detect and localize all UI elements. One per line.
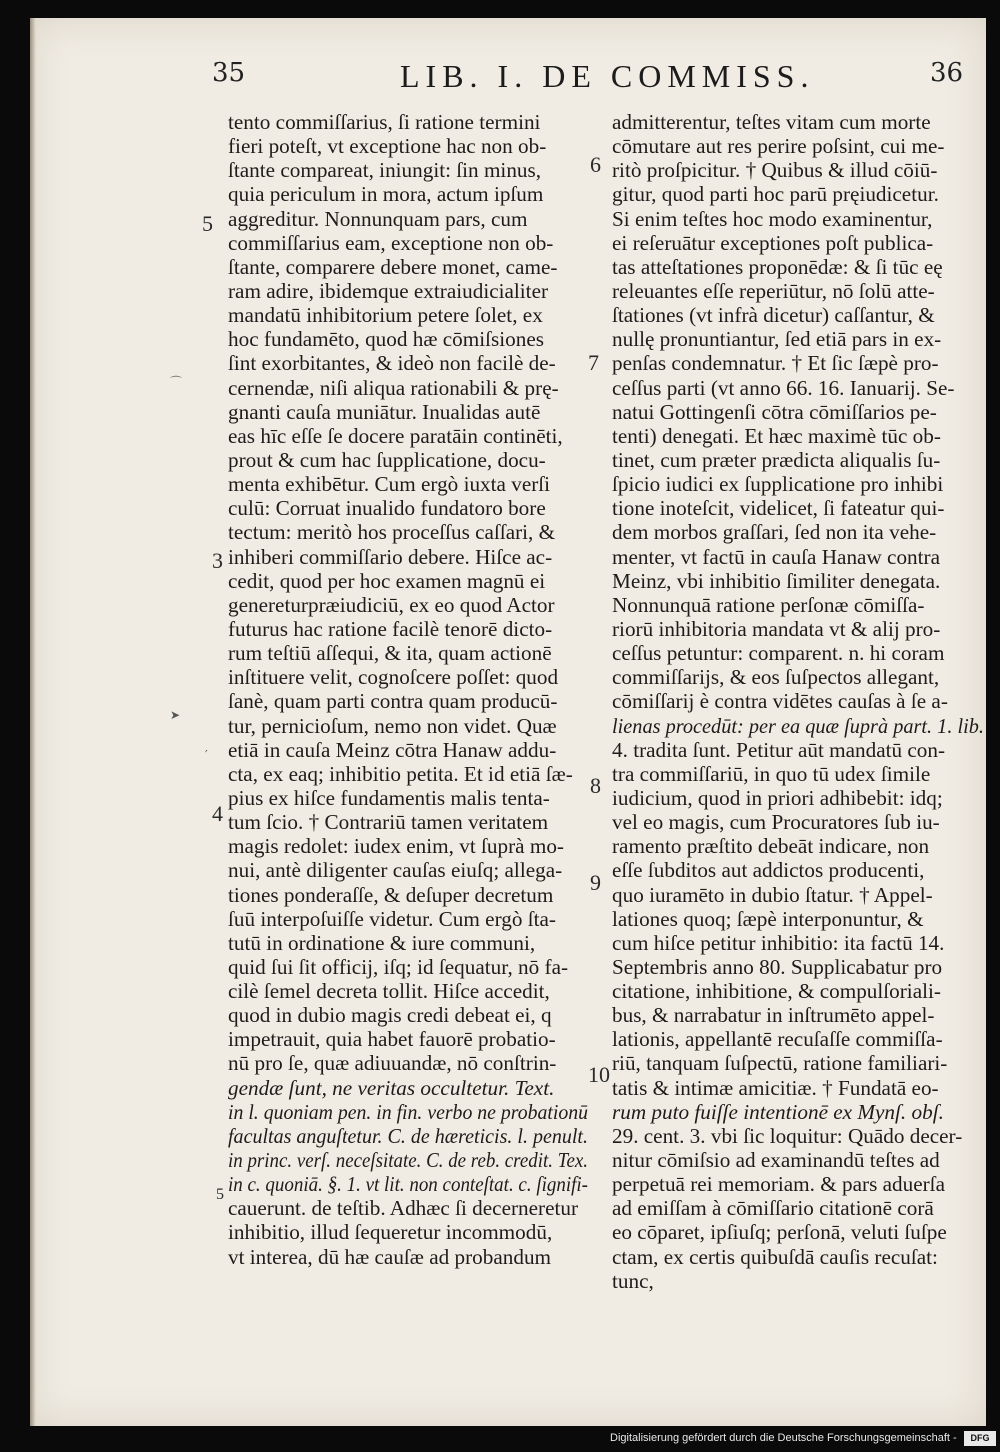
text-line: hoc fundamēto, quod hæ cōmiſsiones [228, 327, 545, 352]
text-line: prout & cum hac ſupplicatione, docu- [228, 447, 546, 472]
digitization-footer [0, 1428, 1000, 1452]
text-line: tione inoteſcit, videlicet, ſi fateatur qui- [612, 496, 945, 521]
text-line: tento commiſſarius, ſi ratione termini [228, 110, 541, 134]
page-number-right: 36 [930, 58, 964, 88]
text-line: cta, ex eaq; inhibitio petita. Et id etiā ſæ- [228, 761, 573, 786]
text-line: riorū inhibitoria mandata vt & alij pro- [612, 616, 941, 641]
text-line: perpetuā rei memoriam. & pars aduerſa [612, 1172, 945, 1197]
page-number-left: 35 [212, 58, 246, 88]
text-line: gitur, quod parti hoc parū pręiudicetur. [612, 182, 939, 207]
text-line: inſtituere velit, cognoſcere poſſet: quod [228, 665, 559, 690]
text-line: menta exhibētur. Cum ergò iuxta verſi [228, 472, 551, 497]
text-line: cedit, quod per hoc examen magnū ei [228, 568, 546, 593]
page-gutter-shadow [30, 18, 36, 1426]
margin-number: 6 [590, 152, 601, 177]
text-line: gnanti cauſa muniātur. Inualidas autē [228, 399, 541, 424]
text-line: aggreditur. Nonnunquam pars, cum [228, 206, 528, 231]
text-line: 29. cent. 3. vbi ſic loquitur: Quādo decer- [612, 1123, 963, 1148]
margin-number: 9 [590, 870, 601, 895]
text-line: nui, antè diligenter cauſas eiuſq; allega- [228, 858, 563, 883]
text-line: menter, vt factū in cauſa Hanaw contra [612, 544, 940, 569]
text-line: tas atteſtationes proponēdæ: & ſi tūc eę [612, 254, 943, 279]
text-line: tutū in ordinatione & iure communi, [228, 930, 536, 955]
text-line: eas hīc eſſe ſe docere paratāin continēti, [228, 423, 563, 448]
text-line: eſſe ſubditos aut addictos producenti, [612, 858, 925, 883]
dfg-logo: DFG [964, 1431, 996, 1446]
text-line: iudicium, quod in priori adhibebit: idq; [612, 785, 943, 810]
text-line: commiſſarijs, & eos ſuſpectos allegant, [612, 665, 940, 690]
text-line: lationis, appellantē recuſaſſe commiſſa- [612, 1027, 943, 1052]
text-line: tiones ponderaſſe, & deſuper decretum [228, 882, 554, 907]
text-line: lienas procedūt: per ea quæ ſuprà part. 1. lib. [612, 713, 984, 738]
text-line: admitterentur, teſtes vitam cum morte [612, 110, 931, 134]
text-line: Septembris anno 80. Supplicabatur pro [612, 954, 943, 979]
text-line: facultas anguſtetur. C. de hæreticis. l. penult. [228, 1123, 588, 1148]
text-line: ceſſus petuntur: comparent. n. hi coram [612, 641, 945, 666]
text-line: ſtante compareat, iniungit: ſin minus, [228, 158, 542, 183]
text-line: quid ſui ſit officij, iſq; id ſequatur, nō fa- [228, 954, 569, 979]
text-line: magis redolet: iudex enim, vt ſuprà mo- [228, 834, 564, 859]
ink-speck: ➤ [170, 708, 181, 722]
text-line: releuantes eſſe reperiūtur, nō ſolū atte- [612, 278, 935, 303]
text-line: tectum: meritò hos proceſſus caſſari, & [228, 520, 556, 545]
text-line: ram adire, ibidemque extraiudicialiter [228, 278, 549, 303]
text-line: etiā in cauſa Meinz cōtra Hanaw addu- [228, 737, 557, 762]
text-line: ſtante, comparere debere monet, came- [228, 254, 558, 279]
left-text-column [228, 110, 588, 1269]
text-line: ſuū interpoſuiſſe videtur. Cum ergò ſta- [228, 906, 556, 931]
text-line: in c. quoniā. §. 1. vt lit. non conteſtat. c. ſignifi- [228, 1172, 588, 1197]
margin-number: 4 [212, 801, 223, 826]
text-line: bus, & narrabatur in inſtrumēto appel- [612, 1003, 935, 1028]
margin-number: 7 [588, 350, 599, 375]
running-header [30, 58, 986, 104]
text-line: lationes quoq; ſæpè interponuntur, & [612, 906, 924, 931]
text-line: tunc, [612, 1268, 654, 1293]
text-line: nitur cōmiſsio ad examinandū teſtes ad [612, 1148, 940, 1173]
text-line: ſanè, quam parti contra quam producū- [228, 689, 558, 714]
text-line: mandatū inhibitorium petere ſolet, ex [228, 303, 543, 328]
text-line: ei reſeruātur exceptiones poſt publica- [612, 230, 934, 255]
text-line: tra commiſſariū, in quo tū udex ſimile [612, 761, 931, 786]
text-line: vt interea, dū hæ cauſæ ad probandum [228, 1244, 552, 1269]
text-line: Nonnunquā ratione perſonæ cōmiſſa- [612, 592, 925, 617]
text-line: tum ſcio. † Contrariū tamen veritatem [228, 810, 549, 835]
text-line: culū: Corruat inualido fundatoro bore [228, 496, 546, 521]
text-line: quod in dubio magis credi debeat ei, q [228, 1003, 552, 1028]
text-line: rum teſtiū aſſequi, & ita, quam actionē [228, 641, 552, 666]
text-line: quia periculum in mora, actum ipſum [228, 182, 544, 207]
text-line: impetrauit, quia habet fauorē probatio- [228, 1027, 556, 1052]
margin-number: 3 [212, 548, 223, 573]
text-line: in l. quoniam pen. in fin. verbo ne probationū [228, 1099, 588, 1124]
text-line: commiſſarius eam, exceptione non ob- [228, 230, 554, 255]
text-line: in princ. verſ. neceſsitate. C. de reb. credit. Tex. [228, 1148, 588, 1173]
right-text-column [612, 110, 984, 1293]
text-line: vel eo magis, cum Procuratores ſub iu- [612, 810, 940, 835]
margin-number: 10 [588, 1062, 610, 1087]
text-line: tatis & intimæ amicitiæ. † Fundatā eo- [612, 1075, 939, 1100]
text-line: futurus hac ratione facilè tenorē dicto- [228, 616, 553, 641]
text-line: fieri poteſt, vt exceptione hac non ob- [228, 134, 547, 159]
text-line: eo cōparet, ipſiuſq; perſonā, veluti ſuſpe [612, 1220, 947, 1245]
text-line: quo iuramēto in dubio ſtatur. † Appel- [612, 882, 933, 907]
book-page [30, 18, 986, 1426]
ink-speck: ⌒ [170, 375, 183, 389]
text-line: Meinz, vbi inhibitio ſimiliter denegata. [612, 568, 941, 593]
text-line: citatione, inhibitione, & compulſoriali- [612, 979, 941, 1004]
text-line: nū pro ſe, quæ adiuuandæ, nō conſtrin- [228, 1051, 557, 1076]
text-line: nullę pronuntiantur, ſed etiā pars in ex- [612, 327, 942, 352]
text-line: tenti) denegati. Et hæc maximè tūc ob- [612, 423, 941, 448]
text-line: ritò proſpicitur. † Quibus & illud cōiū- [612, 158, 938, 183]
text-line: 4. tradita ſunt. Petitur aūt mandatū con- [612, 737, 946, 762]
text-line: genereturpræiudiciū, ex eo quod Actor [228, 592, 555, 617]
text-line: cōmiſſarij è contra vidētes cauſas à ſe a- [612, 689, 948, 714]
text-line: dem morbos graſſari, ſed non ita vehe- [612, 520, 937, 545]
text-line: tur, pernicioſum, nemo non videt. Quæ [228, 713, 557, 738]
text-line: ſpicio iudici ex ſupplicatione pro inhibi [612, 472, 944, 497]
text-line: ramento præſtito debeāt indicare, non [612, 834, 930, 859]
text-line: cōmutare aut res perire poſsint, cui me- [612, 134, 945, 159]
running-title: LIB. I. DE COMMISS. [400, 58, 815, 94]
text-line: tinet, cum præter prædicta aliqualis ſu- [612, 447, 941, 472]
text-line: inhiberi commiſſario debere. Hiſce ac- [228, 544, 553, 569]
text-line: penſas condemnatur. † Et ſic ſæpè pro- [612, 351, 939, 376]
text-line: Si enim teſtes hoc modo examinentur, [612, 206, 933, 231]
text-line: cilè ſemel decreta tollit. Hiſce accedit, [228, 979, 550, 1004]
text-line: pius ex hiſce fundamentis malis tenta- [228, 785, 550, 810]
margin-number: 8 [590, 773, 601, 798]
text-line: rum puto fuiſſe intentionē ex Mynſ. obſ. [612, 1099, 944, 1124]
text-line: ad emiſſam à cōmiſſario citationē corā [612, 1196, 934, 1221]
text-line: gendæ ſunt, ne veritas occultetur. Text. [228, 1075, 555, 1100]
margin-number: 5 [216, 1186, 224, 1203]
margin-number: 5 [202, 211, 213, 236]
text-line: natui Gottingenſi cōtra cōmiſſarios pe- [612, 399, 937, 424]
text-line: ſtationes (vt infrà dicetur) caſſantur, & [612, 303, 935, 328]
text-line: cauerunt. de teſtib. Adhæc ſi decerneretur [228, 1196, 579, 1221]
text-line: ctam, ex certis quibuſdā cauſis recuſat: [612, 1244, 938, 1269]
text-line: inhibitio, illud ſequeretur incommodū, [228, 1220, 553, 1245]
text-line: cum hiſce petitur inhibitio: ita factū 14. [612, 930, 945, 955]
ink-speck: ′ [205, 748, 208, 762]
footer-credit: Digitalisierung gefördert durch die Deutsche Forschungsgemeinschaft - [610, 1432, 957, 1444]
text-line: ceſſus parti (vt anno 66. 16. Ianuarij. Se- [612, 375, 955, 400]
text-line: riū, tanquam ſuſpectū, ratione familiari- [612, 1051, 948, 1076]
text-line: ſint exorbitantes, & ideò non facilè de- [228, 351, 556, 376]
text-line: cernendæ, niſi aliqua rationabili & prę- [228, 375, 559, 400]
